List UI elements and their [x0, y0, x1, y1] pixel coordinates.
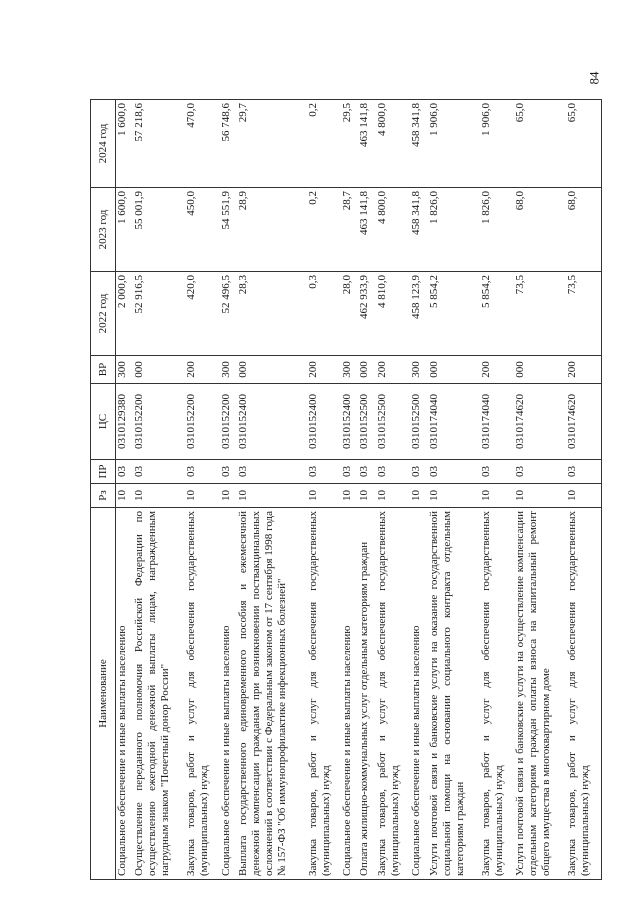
- row-value-2022: 52 496,5: [220, 272, 237, 356]
- table-row: [307, 100, 342, 880]
- table-row: [410, 100, 427, 880]
- row-value-2023: 463 141,8: [358, 188, 375, 272]
- row-value-2024: 4 800,0: [376, 100, 411, 188]
- row-rz: 10: [376, 484, 411, 508]
- row-value-2023: 4 800,0: [376, 188, 411, 272]
- row-vr: 000: [237, 356, 306, 384]
- table-row: [514, 100, 566, 880]
- row-name: Оплата жилищно-коммунальных услуг отдельным категориям граждан: [358, 508, 375, 880]
- header-vr: ВР: [91, 356, 116, 384]
- row-value-2023: 458 341,8: [410, 188, 427, 272]
- table-row: [566, 100, 601, 880]
- row-cs: 0310152200: [220, 384, 237, 460]
- row-value-2022: 28,0: [341, 272, 358, 356]
- row-vr: 000: [133, 356, 185, 384]
- row-value-2022: 462 933,9: [358, 272, 375, 356]
- row-vr: 200: [480, 356, 515, 384]
- row-rz: 10: [307, 484, 342, 508]
- rotated-page-content: [90, 100, 602, 880]
- row-name: Социальное обеспечение и иные выплаты населению: [116, 508, 134, 880]
- row-value-2023: 68,0: [514, 188, 566, 272]
- row-cs: 0310174620: [566, 384, 601, 460]
- row-value-2024: 29,5: [341, 100, 358, 188]
- row-pr: 03: [237, 460, 306, 484]
- row-value-2024: 29,7: [237, 100, 306, 188]
- row-rz: 10: [514, 484, 566, 508]
- row-value-2023: 1 600,0: [116, 188, 134, 272]
- row-rz: 10: [220, 484, 237, 508]
- row-pr: 03: [376, 460, 411, 484]
- header-2024: 2024 год: [91, 100, 116, 188]
- table-row: [116, 100, 134, 880]
- row-vr: 300: [410, 356, 427, 384]
- row-rz: 10: [358, 484, 375, 508]
- row-vr: 200: [185, 356, 220, 384]
- row-pr: 03: [185, 460, 220, 484]
- row-vr: 200: [566, 356, 601, 384]
- row-value-2022: 5 854,2: [428, 272, 480, 356]
- row-pr: 03: [307, 460, 342, 484]
- header-rz: Рз: [91, 484, 116, 508]
- row-pr: 03: [514, 460, 566, 484]
- row-value-2022: 2 000,0: [116, 272, 134, 356]
- table-row: [133, 100, 185, 880]
- row-value-2022: 4 810,0: [376, 272, 411, 356]
- row-rz: 10: [133, 484, 185, 508]
- row-value-2022: 0,3: [307, 272, 342, 356]
- row-vr: 000: [428, 356, 480, 384]
- row-rz: 10: [410, 484, 427, 508]
- row-value-2024: 65,0: [514, 100, 566, 188]
- row-pr: 03: [566, 460, 601, 484]
- row-value-2023: 54 551,9: [220, 188, 237, 272]
- row-pr: 03: [358, 460, 375, 484]
- row-cs: 0310152500: [358, 384, 375, 460]
- row-value-2023: 450,0: [185, 188, 220, 272]
- row-name: Закупка товаров, работ и услуг для обеспечения государственных (муниципальных) нужд: [376, 508, 411, 880]
- row-name: Услуги почтовой связи и банковские услуги на оказание государственной социальной помощи на основании социального контракта отдельным категориям граждан: [428, 508, 480, 880]
- row-rz: 10: [185, 484, 220, 508]
- row-cs: 0310152200: [133, 384, 185, 460]
- table-row: [341, 100, 358, 880]
- row-name: Осуществление переданного полномочия Российской Федерации по осуществлению ежегодной денежной выплаты лицам, награжденным нагрудным знаком "Почетный донор России": [133, 508, 185, 880]
- row-name: Социальное обеспечение и иные выплаты населению: [410, 508, 427, 880]
- row-value-2023: 1 826,0: [480, 188, 515, 272]
- row-name: Закупка товаров, работ и услуг для обеспечения государственных (муниципальных) нужд: [185, 508, 220, 880]
- row-pr: 03: [480, 460, 515, 484]
- row-pr: 03: [220, 460, 237, 484]
- row-value-2022: 73,5: [566, 272, 601, 356]
- header-2022: 2022 год: [91, 272, 116, 356]
- table-row: [376, 100, 411, 880]
- row-cs: 0310174620: [514, 384, 566, 460]
- row-value-2023: 68,0: [566, 188, 601, 272]
- row-value-2024: 463 141,8: [358, 100, 375, 188]
- row-value-2024: 1 600,0: [116, 100, 134, 188]
- row-cs: 0310174040: [480, 384, 515, 460]
- header-name: Наименование: [91, 508, 116, 880]
- row-value-2023: 1 826,0: [428, 188, 480, 272]
- row-rz: 10: [566, 484, 601, 508]
- row-value-2024: 65,0: [566, 100, 601, 188]
- row-name: Выплата государственного единовременного пособия и ежемесячной денежной компенсации гражданам при возникновении поствакцинальных осложнений в соответствии с Федеральным законом от 17 сентября 1998 года № 157-ФЗ "Об иммунопрофилактике инфекционных болезней": [237, 508, 306, 880]
- row-value-2024: 1 906,0: [480, 100, 515, 188]
- row-name: Закупка товаров, работ и услуг для обеспечения государственных (муниципальных) нужд: [307, 508, 342, 880]
- row-vr: 000: [514, 356, 566, 384]
- row-cs: 0310152500: [376, 384, 411, 460]
- row-value-2022: 420,0: [185, 272, 220, 356]
- table-row: [220, 100, 237, 880]
- table-body: [116, 100, 602, 880]
- row-cs: 0310152500: [410, 384, 427, 460]
- row-value-2023: 0,2: [307, 188, 342, 272]
- row-value-2022: 73,5: [514, 272, 566, 356]
- row-pr: 03: [116, 460, 134, 484]
- budget-table: [90, 99, 602, 880]
- row-vr: 300: [220, 356, 237, 384]
- row-vr: 200: [307, 356, 342, 384]
- row-cs: 0310152400: [307, 384, 342, 460]
- row-value-2024: 56 748,6: [220, 100, 237, 188]
- row-value-2024: 1 906,0: [428, 100, 480, 188]
- row-name: Закупка товаров, работ и услуг для обеспечения государственных (муниципальных) нужд: [566, 508, 601, 880]
- row-value-2024: 0,2: [307, 100, 342, 188]
- row-vr: 300: [341, 356, 358, 384]
- table-row: [237, 100, 306, 880]
- row-cs: 0310129380: [116, 384, 134, 460]
- row-cs: 0310152400: [237, 384, 306, 460]
- row-pr: 03: [133, 460, 185, 484]
- row-rz: 10: [480, 484, 515, 508]
- row-value-2023: 55 001,9: [133, 188, 185, 272]
- row-value-2024: 470,0: [185, 100, 220, 188]
- row-value-2024: 458 341,8: [410, 100, 427, 188]
- row-vr: 300: [116, 356, 134, 384]
- page-number: 84: [586, 71, 602, 85]
- table-row: [428, 100, 480, 880]
- row-pr: 03: [341, 460, 358, 484]
- row-value-2023: 28,9: [237, 188, 306, 272]
- row-cs: 0310174040: [428, 384, 480, 460]
- row-vr: 000: [358, 356, 375, 384]
- row-rz: 10: [237, 484, 306, 508]
- row-vr: 200: [376, 356, 411, 384]
- row-value-2022: 458 123,9: [410, 272, 427, 356]
- header-2023: 2023 год: [91, 188, 116, 272]
- row-name: Закупка товаров, работ и услуг для обеспечения государственных (муниципальных) нужд: [480, 508, 515, 880]
- header-pr: ПР: [91, 460, 116, 484]
- row-value-2022: 28,3: [237, 272, 306, 356]
- table-row: [185, 100, 220, 880]
- row-value-2023: 28,7: [341, 188, 358, 272]
- row-pr: 03: [428, 460, 480, 484]
- row-rz: 10: [116, 484, 134, 508]
- row-rz: 10: [428, 484, 480, 508]
- table-row: [480, 100, 515, 880]
- table-header-row: [91, 100, 116, 880]
- row-cs: 0310152200: [185, 384, 220, 460]
- row-name: Социальное обеспечение и иные выплаты населению: [341, 508, 358, 880]
- row-name: Социальное обеспечение и иные выплаты населению: [220, 508, 237, 880]
- row-rz: 10: [341, 484, 358, 508]
- header-cs: ЦС: [91, 384, 116, 460]
- row-value-2022: 5 854,2: [480, 272, 515, 356]
- row-name: Услуги почтовой связи и банковские услуги на осуществление компенсации отдельным категориям граждан оплаты взноса на капитальный ремонт общего имущества в многоквартирном доме: [514, 508, 566, 880]
- row-value-2024: 57 218,6: [133, 100, 185, 188]
- row-value-2022: 52 916,5: [133, 272, 185, 356]
- row-cs: 0310152400: [341, 384, 358, 460]
- table-row: [358, 100, 375, 880]
- row-pr: 03: [410, 460, 427, 484]
